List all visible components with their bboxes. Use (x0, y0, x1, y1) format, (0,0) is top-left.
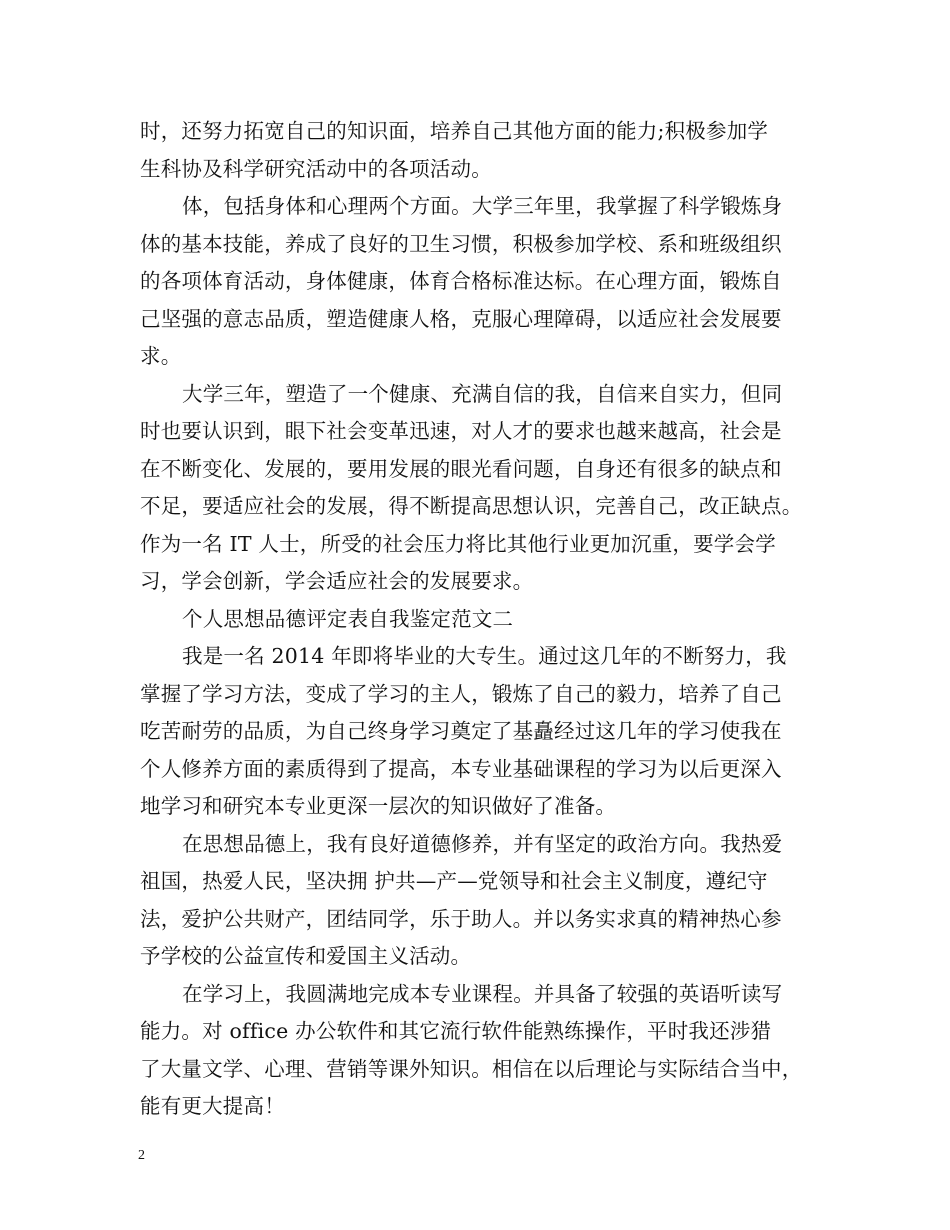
text-line: 我是一名 2014 年即将毕业的大专生。通过这几年的不断努力，我 (182, 644, 787, 668)
text-line: 祖国，热爱人民，坚决拥 护共—产—党领导和社会主义制度，遵纪守 (140, 869, 768, 893)
text-line: 己坚强的意志品质，塑造健康人格，克服心理障碍，以适应社会发展要 (140, 306, 782, 331)
paragraph (140, 638, 830, 826)
text-line: 作为一名 IT 人士，所受的社会压力将比其他行业更加沉重，要学会学 (140, 531, 776, 556)
text-line: 体，包括身体和心理两个方面。大学三年里，我掌握了科学锻炼身 (182, 194, 783, 218)
paragraph (140, 601, 830, 639)
text-line: 地学习和研究本专业更深一层次的知识做好了准备。 (140, 794, 617, 818)
text-line: 时，还努力拓宽自己的知识面，培养自己其他方面的能力;积极参加学 (140, 119, 769, 143)
text-line: 个人思想品德评定表自我鉴定范文二 (182, 606, 514, 631)
text-line: 时也要认识到，眼下社会变革迅速，对人才的要求也越来越高，社会是 (140, 419, 782, 443)
paragraph (140, 376, 830, 601)
text-line: 在学习上，我圆满地完成本专业课程。并具备了较强的英语听读写 (182, 981, 783, 1006)
paragraph (140, 113, 830, 188)
text-line: 生科协及科学研究活动中的各项活动。 (140, 156, 492, 181)
text-line: 习，学会创新，学会适应社会的发展要求。 (140, 569, 534, 593)
page-number: 2 (138, 1148, 145, 1163)
text-line: 吃苦耐劳的品质，为自己终身学习奠定了基矗经过这几年的学习使我在 (140, 719, 782, 743)
text-line: 求。 (140, 344, 182, 368)
text-line: 了大量文学、心理、营销等课外知识。相信在以后理论与实际结合当中， (140, 1056, 803, 1081)
text-line: 在不断变化、发展的，要用发展的眼光看问题，自身还有很多的缺点和 (140, 456, 782, 481)
paragraph (140, 976, 830, 1126)
text-line: 法，爱护公共财产，团结同学，乐于助人。并以务实求真的精神热心参 (140, 906, 782, 931)
text-line: 不足，要适应社会的发展，得不断提高思想认识，完善自己，改正缺点。 (140, 494, 803, 518)
text-line: 能有更大提高！ (140, 1094, 285, 1118)
text-line: 在思想品德上，我有良好道德修养，并有坚定的政治方向。我热爱 (182, 831, 783, 856)
text-line: 的各项体育活动，身体健康，体育合格标准达标。在心理方面，锻炼自 (140, 269, 782, 293)
paragraph (140, 188, 830, 376)
paragraph (140, 826, 830, 976)
text-line: 体的基本技能，养成了良好的卫生习惯，积极参加学校、系和班级组织 (140, 231, 782, 256)
text-line: 掌握了学习方法，变成了学习的主人，锻炼了自己的毅力，培养了自己 (140, 681, 782, 706)
text-line: 能力。对 office 办公软件和其它流行软件能熟练操作，平时我还涉猎 (140, 1019, 772, 1043)
text-line: 大学三年，塑造了一个健康、充满自信的我，自信来自实力，但同 (182, 381, 783, 406)
text-line: 个人修养方面的素质得到了提高，本专业基础课程的学习为以后更深入 (140, 756, 782, 781)
document-body (140, 113, 830, 1126)
text-line: 予学校的公益宣传和爱国主义活动。 (140, 944, 472, 968)
